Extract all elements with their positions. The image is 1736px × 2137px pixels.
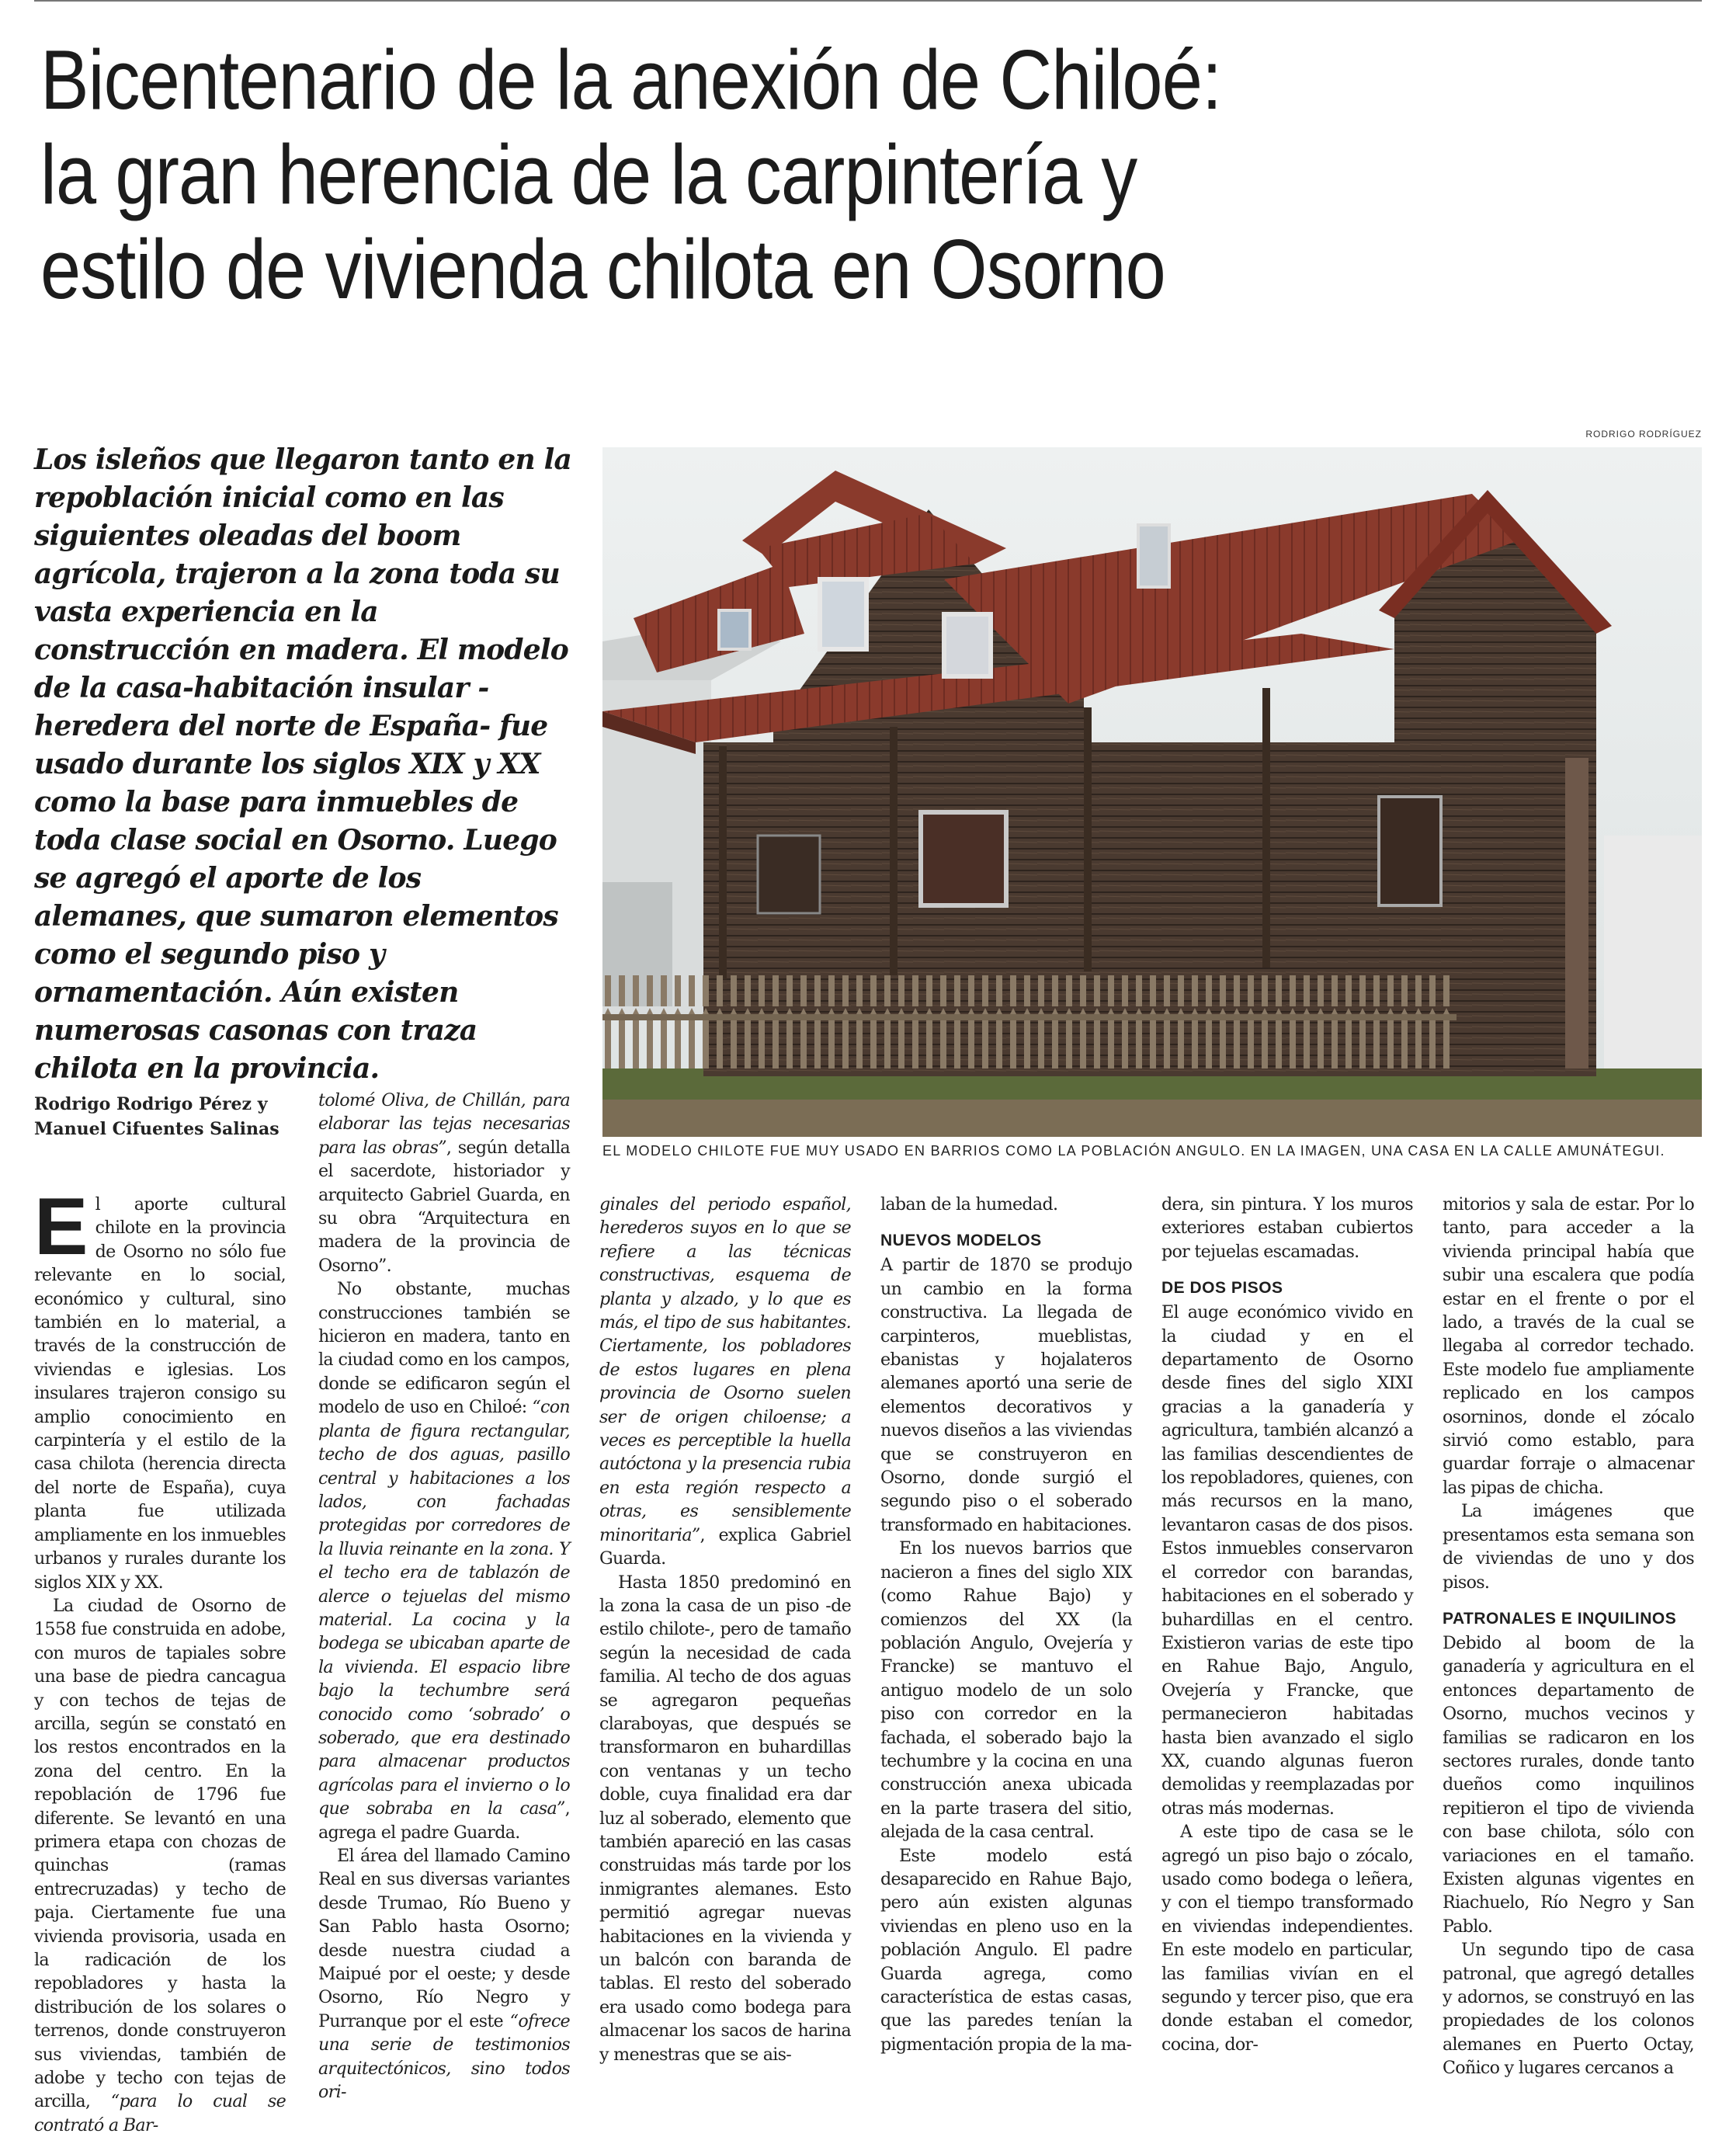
paragraph <box>34 1594 286 2137</box>
headline-line-3: estilo de vivienda chilota en Osorno <box>40 222 1165 317</box>
byline <box>34 1092 283 1141</box>
top-rule <box>34 0 1702 2</box>
paragraph-text: La ciudad de Osorno de 1558 fue construida en adobe, con muros de tapiales sobre una base de piedra cancagua y con techos de tejas de arcilla, según se constató en los restos encontrados en la zona del centro. En la repoblación de 1796 fue diferente. Se levantó en una primera etapa con chozas de quinchas (ramas entrecruzadas) y techo de paja. Ciertamente fue una vivienda provisoria, usada en la radicación de los repobladores y hasta la distribución de los solares o terrenos, donde construyeron sus viviendas, también de adobe y techo con tejas de arcilla, <box>34 1595 286 2112</box>
subheading: NUEVOS MODELOS <box>880 1232 1042 1250</box>
paragraph <box>318 1277 570 1844</box>
paragraph: A partir de 1870 se produjo un cambio en la forma constructiva. La llegada de carpinteros, mueblistas, ebanistas y hojalateros alemanes aportó una serie de elementos decorativos y nuevos diseños a las viviendas que se construyeron en Osorno, donde surgió el segundo piso o el soberado transformado en habitaciones. <box>880 1255 1132 1535</box>
column-2 <box>318 1089 570 2104</box>
quote-text: “con planta de figura rectangular, techo de dos aguas, pasillo central y habitaciones a los lados, con fachadas protegidas por corredores de la lluvia reinante en la zona. Y el techo era de tablazón de alerce o tejuelas del mismo material. La cocina y la bodega se ubicaban aparte de la vivienda. El espacio libre bajo la techumbre será conocido como ‘sobrado’ o soberado, que era destinado para almacenar productos agrícolas para el invierno o lo que sobraba en la casa” <box>318 1397 570 1819</box>
paragraph <box>599 1193 851 1571</box>
paragraph: laban de la humedad. <box>880 1194 1058 1214</box>
paragraph: En los nuevos barrios que nacieron a fines del siglo XIX (como Rahue Bajo) y comienzos del XX (la población Angulo, Ovejería y Francke) se mantuvo el antiguo modelo de un solo piso con corredor en la fachada, el soberado bajo la techumbre y la cocina en una construcción anexa ubicada en la parte trasera del sitio, alejada de la casa central. <box>880 1538 1132 1843</box>
author-line-1: Rodrigo Rodrigo Pérez y <box>34 1094 268 1114</box>
house-photo <box>602 447 1702 1137</box>
paragraph <box>34 1182 286 1594</box>
column-6 <box>1443 1193 1694 2080</box>
photo-caption: EL MODELO CHILOTE FUE MUY USADO EN BARRIOS COMO LA POBLACIÓN ANGULO. EN LA IMAGEN, UNA CASA EN LA CALLE AMUNÁTEGUI. <box>602 1143 1665 1159</box>
paragraph: A este tipo de casa se le agregó un piso bajo o zócalo, usado como bodega o leñera, y con el tiempo transformado en viviendas independientes. En este modelo en particular, las familias vivían en el segundo y tercer piso, que era donde estaban el comedor, cocina, dor- <box>1161 1822 1413 2055</box>
quote-text: tolomé Oliva, de Chillán, para elaborar las tejas necesarias para las obras” <box>318 1090 570 1158</box>
drop-cap: E <box>34 1182 88 1272</box>
paragraph: Debido al boom de la ganadería y agricultura en el entonces departamento de Osorno, muchos vecinos y familias se radicaron en los sectores rurales, donde tanto dueños como inquilinos repitieron el tipo de vivienda con base chilota, sólo con variaciones en el tamaño. Existen algunas vigentes en Riachuelo, Río Negro y San Pablo. <box>1443 1632 1694 1937</box>
paragraph: Un segundo tipo de casa patronal, que agregó detalles y adornos, se construyó en las propiedades de los colonos alemanes en Puerto Octay, Coñico y lugares cercanos a <box>1443 1940 1694 2079</box>
paragraph-text: l aporte cultural chilote en la provincia de Osorno no sólo fue relevante en lo social, económico y cultural, sino también en lo material, a través de la construcción de viviendas e iglesias. Los insulares trajeron consigo su amplio conocimiento en carpintería y el estilo de la casa chilota (herencia directa del norte de España), cuya planta fue utilizada ampliamente en los inmuebles urbanos y rurales durante los siglos XIX y XX. <box>34 1194 286 1593</box>
quote-text: “para lo cual se contrató a Bar- <box>34 2091 286 2135</box>
paragraph <box>318 1844 570 2104</box>
paragraph-text: , según detalla el sacerdote, historiador y arquitecto Gabriel Guarda, en su obra “Arquitectura en madera de la provincia de Osorno”. <box>318 1137 570 1276</box>
subheading: DE DOS PISOS <box>1161 1279 1283 1298</box>
paragraph: mitorios y sala de estar. Por lo tanto, para acceder a la vivienda principal había que subir una escalera que podía estar en el frente o por el lado, a través de la cual se llegaba al corredor techado. Este modelo fue ampliamente replicado en los campos osorninos, donde el zócalo sirvió como establo, para guardar forraje o almacenar las pipas de chicha. <box>1443 1194 1694 1498</box>
paragraph: El auge económico vivido en la ciudad y en el departamento de Osorno desde fines del siglo XIXI gracias a la ganadería y agricultura, también alcanzó a las familias descendientes de los repobladores, quienes, con más recursos en la mano, levantaron casas de dos pisos. Estos inmuebles conservaron el corredor con barandas, habitaciones en el soberado y buhardillas en el centro. Existieron varias de este tipo en Rahue Bajo, Angulo, Ovejería y Francke, que permanecieron habitadas hasta bien avanzado el siglo XX, cuando algunas fueron demolidas y reemplazadas por otras más modernas. <box>1161 1302 1413 1819</box>
column-4 <box>880 1193 1132 2056</box>
paragraph <box>318 1089 570 1277</box>
column-5 <box>1161 1193 1413 2056</box>
paragraph: dera, sin pintura. Y los muros exteriores estaban cubiertos por tejuelas escamadas. <box>1161 1194 1413 1262</box>
paragraph: Hasta 1850 predominó en la zona la casa de un piso -de estilo chilote-, pero de tamaño según la necesidad de cada familia. Al techo de dos aguas se agregaron pequeñas claraboyas, que después se transformaron en buhardillas con ventanas y un techo doble, cuya finalidad era dar luz al soberado, elemento que también apareció en las casas construidas más tarde por los inmigrantes alemanes. Esto permitió agregar nuevas habitaciones en la vivienda y un balcón con baranda de tablas. El resto del soberado era usado como bodega para almacenar los sacos de harina y menestras que se ais- <box>599 1572 851 2065</box>
paragraph-text: , explica Gabriel Guarda. <box>599 1524 851 1569</box>
headline-line-2: la gran herencia de la carpintería y <box>40 127 1137 222</box>
column-3 <box>599 1193 851 2066</box>
quote-text: “ofrece una serie de testimonios arquitectónicos, sino todos ori- <box>318 2010 570 2103</box>
subheading: PATRONALES E INQUILINOS <box>1443 1609 1677 1628</box>
author-line-2: Manuel Cifuentes Salinas <box>34 1119 279 1139</box>
paragraph: La imágenes que presentamos esta semana son de viviendas de uno y dos pisos. <box>1443 1501 1694 1593</box>
paragraph: Este modelo está desaparecido en Rahue Bajo, pero aún existen algunas viviendas en pleno uso en la población Angulo. El padre Guarda agrega, como característica de estas casas, que las paredes tenían la pigmentación propia de la ma- <box>880 1845 1132 2055</box>
headline-line-1: Bicentenario de la anexión de Chiloé: <box>40 33 1222 127</box>
paragraph-text: , agrega el padre Guarda. <box>318 1798 570 1843</box>
paragraph-text: No obstante, muchas construcciones también se hicieron en madera, tanto en la ciudad como en los campos, donde se edificaron según el modelo de uso en Chiloé: <box>318 1279 570 1418</box>
photo-credit: RODRIGO RODRÍGUEZ <box>1585 429 1702 440</box>
paragraph-text: El área del llamado Camino Real en sus diversas variantes desde Trumao, Río Bueno y San Pablo hasta Osorno; desde nuestra ciudad a Maipué por el oeste; y desde Osorno, Río Negro y Purranque por el este <box>318 1846 570 2031</box>
headline <box>40 33 1476 317</box>
column-1 <box>34 1182 286 2137</box>
deck-summary: Los isleños que llegaron tanto en la repoblación inicial como en las siguientes oleadas del boom agrícola, trajeron a la zona toda su vasta experiencia en la construcción en madera. El modelo de la casa-habitación insular -heredera del norte de España- fue usado durante los siglos XIX y XX como la base para inmuebles de toda clase social en Osorno. Luego se agregó el aporte de los alemanes, que sumaron elementos como el segundo piso y ornamentación. Aún existen numerosas casonas con traza chilota en la provincia. <box>34 443 571 1085</box>
quote-text: ginales del periodo español, herederos suyos en lo que se refiere a las técnicas constructivas, esquema de planta y alzado, y lo que es más, el tipo de sus habitantes. Ciertamente, los pobladores de estos lugares en plena provincia de Osorno suelen ser de origen chiloense; a veces es perceptible la huella autóctona y la presencia rubia en esta región respecto a otras, es sensiblemente minoritaria” <box>599 1194 851 1545</box>
house-illustration <box>602 447 1702 1137</box>
